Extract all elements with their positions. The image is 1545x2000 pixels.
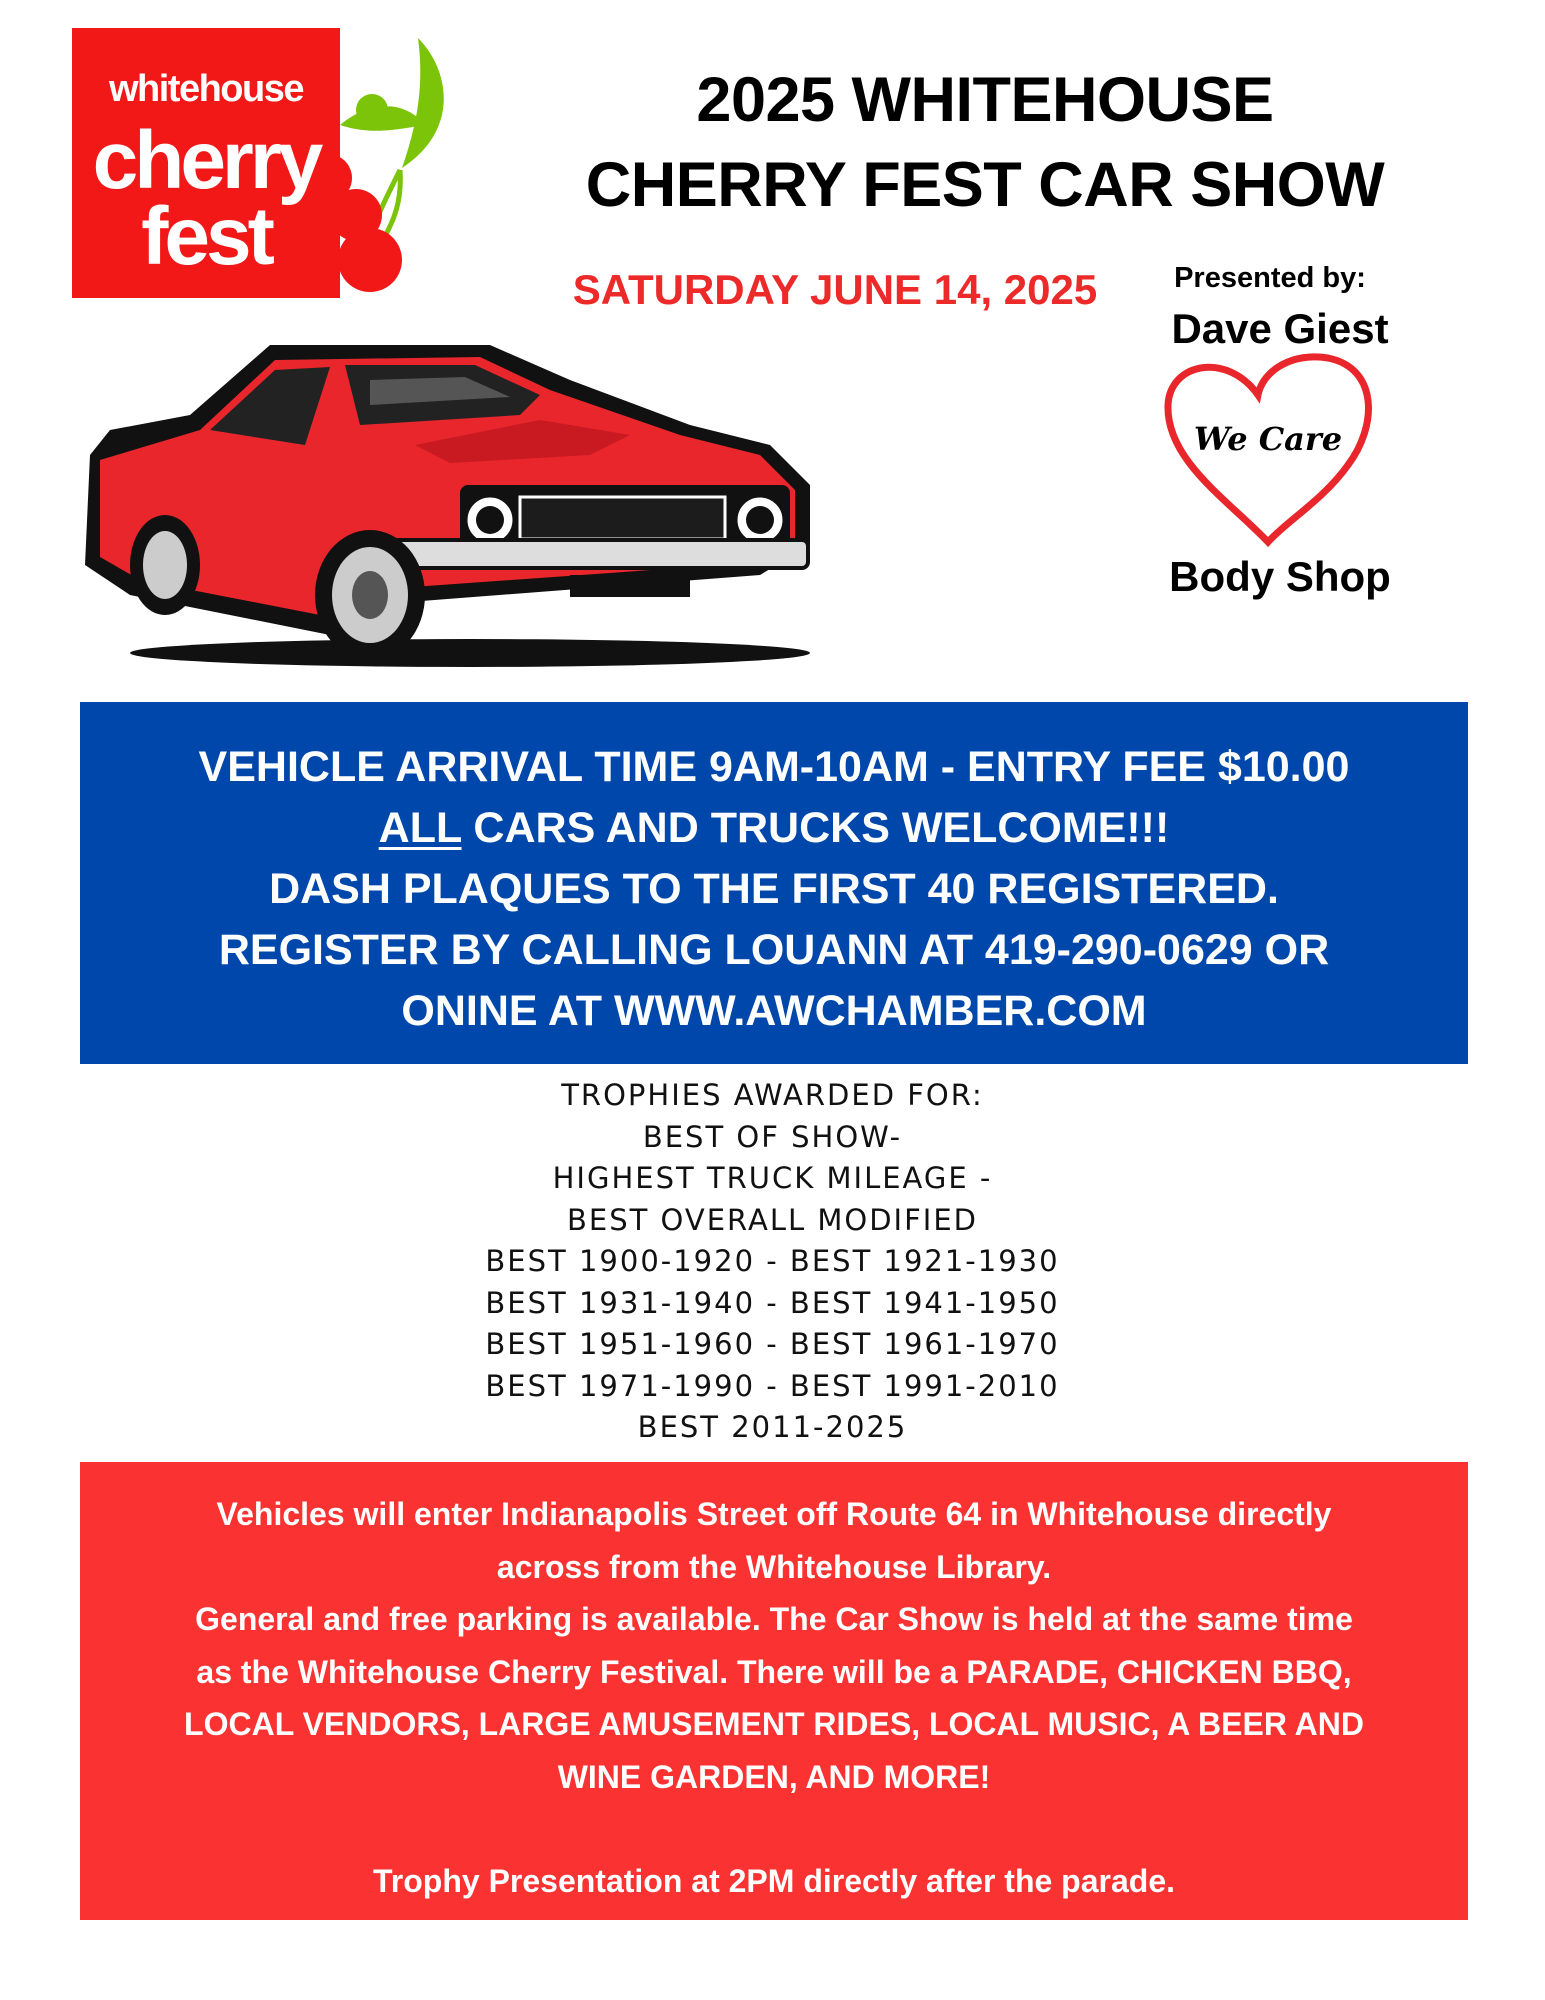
welcome-line-rest: CARS AND TRUCKS WELCOME!!!	[461, 804, 1170, 852]
dash-plaques-line: DASH PLAQUES TO THE FIRST 40 REGISTERED.	[269, 865, 1279, 913]
logo-line-cherry: cherry	[92, 115, 320, 206]
register-phone-line: REGISTER BY CALLING LOUANN AT 419-290-0629 OR	[218, 926, 1330, 974]
trophy-item: BEST 1951-1960 - BEST 1961-1970	[485, 1327, 1060, 1361]
details-line: WINE GARDEN, AND MORE!	[557, 1758, 991, 1795]
details-line: General and free parking is available. The Car Show is held at the same time	[195, 1601, 1353, 1637]
trophy-item: BEST 1931-1940 - BEST 1941-1950	[485, 1285, 1060, 1320]
trophies-heading: TROPHIES AWARDED FOR:	[561, 1078, 984, 1112]
welcome-line	[80, 798, 1468, 859]
event-date: SATURDAY JUNE 14, 2025	[572, 266, 1098, 313]
details-line: as the Whitehouse Cherry Festival. There will be a PARADE, CHICKEN BBQ,	[196, 1653, 1352, 1690]
sponsor-name: Dave Giest	[1171, 305, 1389, 352]
event-title	[520, 58, 1450, 228]
trophy-item: BEST OVERALL MODIFIED	[567, 1202, 978, 1237]
trophy-item: HIGHEST TRUCK MILEAGE -	[552, 1161, 993, 1195]
logo-line-fest: fest	[141, 191, 271, 282]
registration-info-box	[80, 702, 1468, 1064]
register-online-line: ONINE AT WWW.AWCHAMBER.COM	[401, 987, 1147, 1035]
all-emphasis: ALL	[378, 804, 462, 852]
trophy-presentation-line: Trophy Presentation at 2PM directly after the parade.	[373, 1863, 1175, 1899]
presented-by-label: Presented by:	[1174, 262, 1366, 294]
red-car-icon	[70, 335, 830, 670]
arrival-time-line: VEHICLE ARRIVAL TIME 9AM-10AM - ENTRY FEE $10.00	[198, 743, 1350, 791]
cherry-fest-logo	[72, 28, 340, 298]
sponsor-business: Body Shop	[1169, 553, 1391, 600]
details-line: Vehicles will enter Indianapolis Street off Route 64 in Whitehouse directly	[216, 1496, 1332, 1532]
event-details-box	[80, 1462, 1468, 1920]
details-line: across from the Whitehouse Library.	[496, 1548, 1052, 1585]
trophies-list	[300, 1075, 1245, 1449]
trophy-item: BEST OF SHOW-	[642, 1119, 903, 1154]
sponsor-slogan: We Care	[1193, 420, 1343, 458]
title-line-2: CHERRY FEST CAR SHOW	[585, 150, 1385, 220]
title-line-1: 2025 WHITEHOUSE	[696, 65, 1274, 135]
trophy-item: BEST 1971-1990 - BEST 1991-2010	[485, 1368, 1060, 1403]
logo-line-whitehouse: whitehouse	[108, 68, 304, 110]
trophy-item: BEST 1900-1920 - BEST 1921-1930	[485, 1244, 1060, 1278]
details-line: LOCAL VENDORS, LARGE AMUSEMENT RIDES, LOCAL MUSIC, A BEER AND	[184, 1706, 1364, 1742]
trophy-item: BEST 2011-2025	[637, 1410, 908, 1444]
cherries-icon	[330, 30, 480, 300]
